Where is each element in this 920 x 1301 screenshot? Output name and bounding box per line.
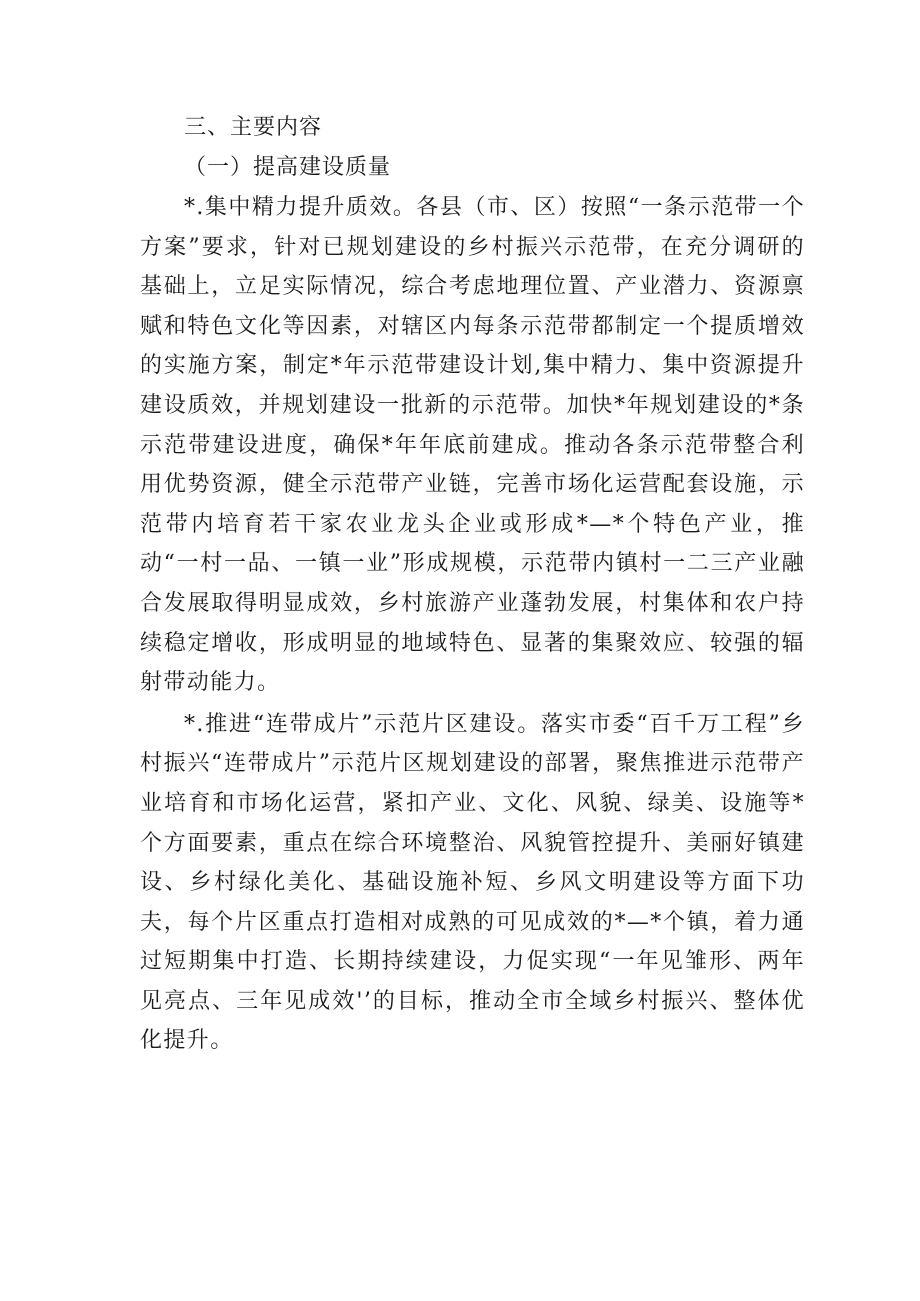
section-heading: 三、主要内容 <box>184 115 323 140</box>
subsection-heading: （一）提高建设质量 <box>184 155 392 180</box>
paragraph-1: *.集中精力提升质效。各县（市、区）按照“一条示范带一个方案”要求，针对已规划建设的乡村振兴示范带，在充分调研的基础上，立足实际情况，综合考虑地理位置、产业潜力、资源禀赋和特色文化等因素，对辖区内每条示范带都制定一个提质增效的实施方案，制定*年示范带建设计划,集中精力、集中资源提升建设质效，并规划建设一批新的示范带。加快*年规划建设的*条示范带建设进度，确保*年年底前建成。推动各条示范带整合利用优势资源，健全示范带产业链，完善市场化运营配套设施，示范带内培育若干家农业龙头企业或形成*—*个特色产业，推动“一村一品、一镇一业”形成规模，示范带内镇村一二三产业融合发展取得明显成效，乡村旅游产业蓬勃发展，村集体和农户持续稳定增收，形成明显的地域特色、显著的集聚效应、较强的辐射带动能力。 <box>140 195 805 696</box>
document-body <box>140 108 805 1061</box>
paragraph-2: *.推进“连带成片”示范片区建设。落实市委“百千万工程”乡村振兴“连带成片”示范片区规划建设的部署，聚焦推进示范带产业培育和市场化运营，紧扣产业、文化、风貌、绿美、设施等*个方面要素，重点在综合环境整治、风貌管控提升、美丽好镇建设、乡村绿化美化、基础设施补短、乡风文明建设等方面下功夫，每个片区重点打造相对成熟的可见成效的*—*个镇，着力通过短期集中打造、长期持续建设，力促实现“一年见雏形、两年见亮点、三年见成效'’的目标，推动全市全域乡村振兴、整体优化提升。 <box>140 711 805 1054</box>
